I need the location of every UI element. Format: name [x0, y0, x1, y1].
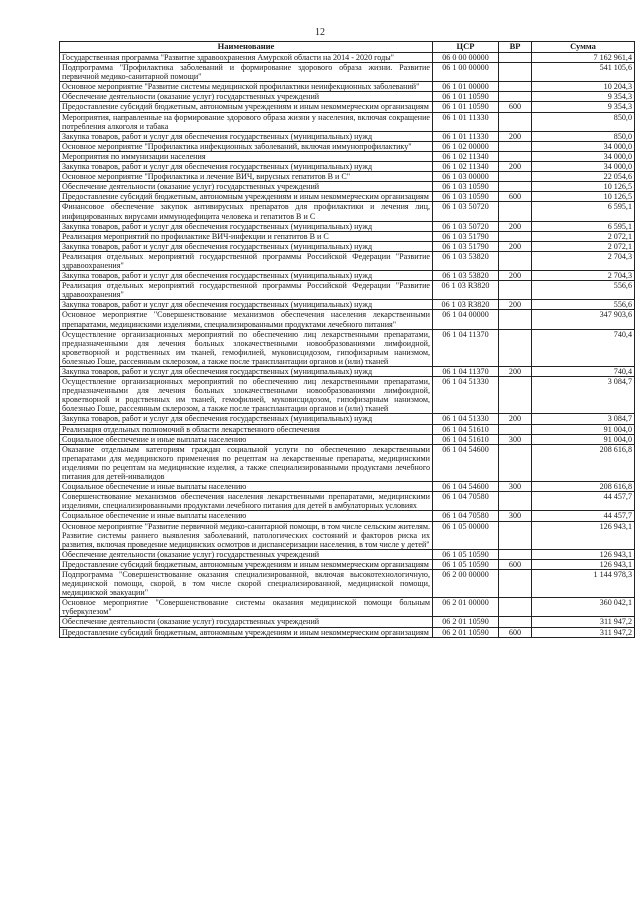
cell-sum: 3 084,7 — [532, 377, 635, 414]
cell-csr: 06 1 04 51610 — [433, 434, 499, 444]
cell-vr: 200 — [499, 221, 532, 231]
cell-csr: 06 1 04 54600 — [433, 444, 499, 481]
cell-csr: 06 1 04 11370 — [433, 329, 499, 366]
cell-vr — [499, 231, 532, 241]
cell-sum: 208 616,8 — [532, 482, 635, 492]
cell-sum: 541 105,6 — [532, 63, 635, 82]
cell-vr — [499, 310, 532, 329]
table-row — [60, 141, 635, 151]
cell-name: Закупка товаров, работ и услуг для обеспечения государственных (муниципальных) нужд — [60, 162, 433, 172]
cell-csr: 06 1 02 00000 — [433, 141, 499, 151]
table-row — [60, 367, 635, 377]
cell-vr — [499, 182, 532, 192]
cell-name: Закупка товаров, работ и услуг для обеспечения государственных (муниципальных) нужд — [60, 271, 433, 281]
table-row — [60, 521, 635, 549]
table-row — [60, 511, 635, 521]
cell-sum: 34 000,0 — [532, 141, 635, 151]
header-name: Наименование — [60, 42, 433, 53]
cell-name: Совершенствование механизмов обеспечения населения лекарственными препаратами, медицинскими изделиями, специализированными продуктами лечебного питания для детей в амбулаторных условиях — [60, 492, 433, 511]
cell-sum: 311 947,2 — [532, 617, 635, 627]
cell-vr: 600 — [499, 559, 532, 569]
cell-sum: 740,4 — [532, 329, 635, 366]
cell-sum: 91 004,0 — [532, 424, 635, 434]
cell-csr: 06 1 04 51330 — [433, 377, 499, 414]
table-row — [60, 414, 635, 424]
cell-sum: 22 054,6 — [532, 172, 635, 182]
cell-vr: 200 — [499, 367, 532, 377]
cell-vr — [499, 141, 532, 151]
cell-name: Предоставление субсидий бюджетным, автономным учреждениям и иным некоммерческим организациям — [60, 559, 433, 569]
table-row — [60, 271, 635, 281]
cell-csr: 06 1 03 10590 — [433, 182, 499, 192]
cell-sum: 126 943,1 — [532, 549, 635, 559]
table-body — [60, 53, 635, 638]
table-row — [60, 131, 635, 141]
cell-name: Закупка товаров, работ и услуг для обеспечения государственных (муниципальных) нужд — [60, 300, 433, 310]
cell-csr: 06 1 04 70580 — [433, 492, 499, 511]
cell-sum: 1 144 978,3 — [532, 569, 635, 597]
cell-csr: 06 0 00 00000 — [433, 53, 499, 63]
cell-name: Предоставление субсидий бюджетным, автономным учреждениям и иным некоммерческим организациям — [60, 192, 433, 202]
cell-name: Подпрограмма "Совершенствование оказания специализированной, включая высокотехнологичную, медицинской помощи, скорой, в том числе скорой специализированной, медицинской помощи, медицинской эвакуации" — [60, 569, 433, 597]
cell-name: Реализация отдельных мероприятий государственной программы Российской Федерации "Развитие здравоохранения" — [60, 251, 433, 270]
cell-vr — [499, 492, 532, 511]
cell-sum: 6 595,1 — [532, 202, 635, 221]
cell-vr — [499, 424, 532, 434]
cell-sum: 126 943,1 — [532, 521, 635, 549]
cell-name: Основное мероприятие "Развитие системы медицинской профилактики неинфекционных заболеваний" — [60, 82, 433, 92]
cell-csr: 06 1 05 10590 — [433, 549, 499, 559]
cell-csr: 06 1 01 10590 — [433, 92, 499, 102]
cell-vr — [499, 112, 532, 131]
cell-csr: 06 1 00 00000 — [433, 63, 499, 82]
cell-name: Осуществление организационных мероприятий по обеспечению лиц лекарственными препаратами, предназначенными для лечения больных злокачественными новообразованиями лимфоидной, кроветворной и родственных им тканей, гемофилией, муковисцидозом, гипофизарным нанизмом, болезнью Гоше, рассеянным склерозом, а также после трансплантации органов и (или) тканей — [60, 377, 433, 414]
table-header-row — [60, 42, 635, 53]
cell-csr: 06 1 03 50720 — [433, 221, 499, 231]
cell-name: Государственная программа "Развитие здравоохранения Амурской области на 2014 - 2020 годы" — [60, 53, 433, 63]
cell-csr: 06 1 03 R3820 — [433, 281, 499, 300]
cell-csr: 06 1 01 00000 — [433, 82, 499, 92]
cell-vr — [499, 202, 532, 221]
table-row — [60, 617, 635, 627]
table-row — [60, 251, 635, 270]
cell-name: Обеспечение деятельности (оказание услуг) государственных учреждений — [60, 617, 433, 627]
table-row — [60, 627, 635, 637]
cell-csr: 06 1 04 00000 — [433, 310, 499, 329]
cell-csr: 06 1 05 00000 — [433, 521, 499, 549]
table-row — [60, 377, 635, 414]
cell-name: Основное мероприятие "Профилактика инфекционных заболеваний, включая иммунопрофилактику" — [60, 141, 433, 151]
cell-csr: 06 2 01 10590 — [433, 617, 499, 627]
header-vr: ВР — [499, 42, 532, 53]
cell-sum: 7 162 961,4 — [532, 53, 635, 63]
table-row — [60, 424, 635, 434]
cell-vr — [499, 521, 532, 549]
cell-sum: 91 004,0 — [532, 434, 635, 444]
cell-csr: 06 1 03 51790 — [433, 241, 499, 251]
table-row — [60, 300, 635, 310]
cell-sum: 2 072,1 — [532, 231, 635, 241]
cell-name: Реализация мероприятий по профилактике ВИЧ-инфекции и гепатитов В и С — [60, 231, 433, 241]
cell-vr: 600 — [499, 102, 532, 112]
table-row — [60, 329, 635, 366]
cell-name: Социальное обеспечение и иные выплаты населению — [60, 434, 433, 444]
cell-csr: 06 1 01 10590 — [433, 102, 499, 112]
cell-sum: 34 000,0 — [532, 151, 635, 161]
cell-sum: 2 704,3 — [532, 271, 635, 281]
table-row — [60, 569, 635, 597]
table-row — [60, 192, 635, 202]
table-row — [60, 434, 635, 444]
cell-name: Закупка товаров, работ и услуг для обеспечения государственных (муниципальных) нужд — [60, 414, 433, 424]
cell-csr: 06 1 04 54600 — [433, 482, 499, 492]
cell-vr — [499, 82, 532, 92]
table-row — [60, 151, 635, 161]
cell-vr — [499, 151, 532, 161]
cell-sum: 6 595,1 — [532, 221, 635, 231]
table-row — [60, 281, 635, 300]
cell-vr — [499, 172, 532, 182]
table-row — [60, 202, 635, 221]
cell-vr: 200 — [499, 162, 532, 172]
table-row — [60, 482, 635, 492]
cell-csr: 06 1 03 51790 — [433, 231, 499, 241]
cell-vr — [499, 377, 532, 414]
cell-csr: 06 1 03 50720 — [433, 202, 499, 221]
cell-vr: 300 — [499, 482, 532, 492]
cell-name: Реализация отдельных полномочий в области лекарственного обеспечения — [60, 424, 433, 434]
table-row — [60, 549, 635, 559]
cell-sum: 3 084,7 — [532, 414, 635, 424]
cell-vr: 200 — [499, 300, 532, 310]
cell-csr: 06 1 01 11330 — [433, 112, 499, 131]
cell-vr — [499, 329, 532, 366]
cell-name: Мероприятия по иммунизации населения — [60, 151, 433, 161]
table-row — [60, 92, 635, 102]
table-row — [60, 492, 635, 511]
cell-csr: 06 1 05 10590 — [433, 559, 499, 569]
table-row — [60, 172, 635, 182]
cell-sum: 10 204,3 — [532, 82, 635, 92]
header-csr: ЦСР — [433, 42, 499, 53]
table-row — [60, 444, 635, 481]
cell-vr — [499, 598, 532, 617]
cell-sum: 9 354,3 — [532, 92, 635, 102]
cell-name: Основное мероприятие "Совершенствование системы оказания медицинской помощи больным туберкулезом" — [60, 598, 433, 617]
cell-name: Обеспечение деятельности (оказание услуг) государственных учреждений — [60, 92, 433, 102]
table-row — [60, 102, 635, 112]
cell-name: Закупка товаров, работ и услуг для обеспечения государственных (муниципальных) нужд — [60, 241, 433, 251]
cell-name: Подпрограмма "Профилактика заболеваний и формирование здорового образа жизни. Развитие первичной медико-санитарной помощи" — [60, 63, 433, 82]
cell-sum: 850,0 — [532, 131, 635, 141]
cell-vr: 300 — [499, 434, 532, 444]
cell-sum: 2 704,3 — [532, 251, 635, 270]
cell-vr: 200 — [499, 241, 532, 251]
cell-sum: 311 947,2 — [532, 627, 635, 637]
table-row — [60, 162, 635, 172]
cell-vr — [499, 281, 532, 300]
cell-vr — [499, 617, 532, 627]
cell-sum: 10 126,5 — [532, 182, 635, 192]
cell-sum: 10 126,5 — [532, 192, 635, 202]
cell-vr — [499, 549, 532, 559]
cell-vr: 300 — [499, 511, 532, 521]
cell-name: Обеспечение деятельности (оказание услуг) государственных учреждений — [60, 182, 433, 192]
cell-vr — [499, 569, 532, 597]
cell-name: Финансовое обеспечение закупок антивирусных препаратов для профилактики и лечения лиц, инфицированных вирусами иммунодефицита человека и гепатитов В и С — [60, 202, 433, 221]
cell-sum: 9 354,3 — [532, 102, 635, 112]
cell-vr — [499, 444, 532, 481]
cell-name: Предоставление субсидий бюджетным, автономным учреждениям и иным некоммерческим организациям — [60, 102, 433, 112]
cell-vr: 200 — [499, 271, 532, 281]
cell-csr: 06 1 03 53820 — [433, 251, 499, 270]
cell-csr: 06 1 04 51610 — [433, 424, 499, 434]
cell-sum: 44 457,7 — [532, 511, 635, 521]
cell-vr — [499, 53, 532, 63]
cell-csr: 06 1 03 R3820 — [433, 300, 499, 310]
cell-csr: 06 2 00 00000 — [433, 569, 499, 597]
cell-name: Закупка товаров, работ и услуг для обеспечения государственных (муниципальных) нужд — [60, 367, 433, 377]
cell-name: Мероприятия, направленные на формирование здорового образа жизни у населения, включая сокращение потребления алкоголя и табака — [60, 112, 433, 131]
cell-name: Социальное обеспечение и иные выплаты населению — [60, 511, 433, 521]
table-row — [60, 559, 635, 569]
cell-csr: 06 2 01 00000 — [433, 598, 499, 617]
cell-name: Осуществление организационных мероприятий по обеспечению лиц лекарственными препаратами, предназначенными для лечения больных злокачественными новообразованиями лимфоидной, кроветворной и родственных им тканей, гемофилией, муковисцидозом, гипофизарным нанизмом, болезнью Гоше, рассеянным склерозом, а также после трансплантации органов и (или) тканей — [60, 329, 433, 366]
cell-name: Обеспечение деятельности (оказание услуг) государственных учреждений — [60, 549, 433, 559]
header-sum: Сумма — [532, 42, 635, 53]
cell-sum: 556,6 — [532, 281, 635, 300]
cell-vr: 600 — [499, 627, 532, 637]
cell-sum: 208 616,8 — [532, 444, 635, 481]
page-number: 12 — [315, 27, 325, 38]
cell-name: Предоставление субсидий бюджетным, автономным учреждениям и иным некоммерческим организациям — [60, 627, 433, 637]
cell-csr: 06 1 04 51330 — [433, 414, 499, 424]
cell-sum: 360 042,1 — [532, 598, 635, 617]
cell-sum: 2 072,1 — [532, 241, 635, 251]
cell-name: Оказание отдельным категориям граждан социальной услуги по обеспечению лекарственными препаратами для медицинского применения по рецептам на лекарственные препараты, медицинскими изделиями по рецептам на медицинские изделия, а также специализированными продуктами лечебного питания для детей-инвалидов — [60, 444, 433, 481]
cell-vr: 200 — [499, 131, 532, 141]
table-row — [60, 82, 635, 92]
table-row — [60, 53, 635, 63]
table-row — [60, 310, 635, 329]
cell-sum: 740,4 — [532, 367, 635, 377]
cell-name: Реализация отдельных мероприятий государственной программы Российской Федерации "Развитие здравоохранения" — [60, 281, 433, 300]
cell-sum: 44 457,7 — [532, 492, 635, 511]
cell-csr: 06 1 02 11340 — [433, 151, 499, 161]
cell-csr: 06 1 04 70580 — [433, 511, 499, 521]
cell-vr: 600 — [499, 192, 532, 202]
cell-sum: 126 943,1 — [532, 559, 635, 569]
table-row — [60, 598, 635, 617]
table-row — [60, 63, 635, 82]
table-row — [60, 112, 635, 131]
cell-csr: 06 1 02 11340 — [433, 162, 499, 172]
cell-name: Основное мероприятие "Развитие первичной медико-санитарной помощи, в том числе сельским жителям. Развитие системы раннего выявления заболеваний, патологических состояний и факторов риска их развития, включая проведение медицинских осмотров и диспансеризации населения, в том числе у детей" — [60, 521, 433, 549]
cell-name: Закупка товаров, работ и услуг для обеспечения государственных (муниципальных) нужд — [60, 221, 433, 231]
cell-sum: 556,6 — [532, 300, 635, 310]
cell-vr — [499, 63, 532, 82]
cell-sum: 347 903,6 — [532, 310, 635, 329]
cell-name: Закупка товаров, работ и услуг для обеспечения государственных (муниципальных) нужд — [60, 131, 433, 141]
cell-sum: 850,0 — [532, 112, 635, 131]
cell-vr: 200 — [499, 414, 532, 424]
cell-sum: 34 000,0 — [532, 162, 635, 172]
cell-csr: 06 1 04 11370 — [433, 367, 499, 377]
table-row — [60, 221, 635, 231]
cell-vr — [499, 92, 532, 102]
table-row — [60, 241, 635, 251]
table-row — [60, 182, 635, 192]
budget-table — [59, 41, 635, 638]
cell-csr: 06 1 03 53820 — [433, 271, 499, 281]
cell-csr: 06 2 01 10590 — [433, 627, 499, 637]
cell-name: Основное мероприятие "Профилактика и лечение ВИЧ, вирусных гепатитов В и С" — [60, 172, 433, 182]
cell-csr: 06 1 03 00000 — [433, 172, 499, 182]
table-row — [60, 231, 635, 241]
cell-name: Социальное обеспечение и иные выплаты населению — [60, 482, 433, 492]
cell-vr — [499, 251, 532, 270]
cell-csr: 06 1 03 10590 — [433, 192, 499, 202]
cell-name: Основное мероприятие "Совершенствование механизмов обеспечения населения лекарственными препаратами, медицинскими изделиями, специализированными продуктами лечебного питания" — [60, 310, 433, 329]
cell-csr: 06 1 01 11330 — [433, 131, 499, 141]
